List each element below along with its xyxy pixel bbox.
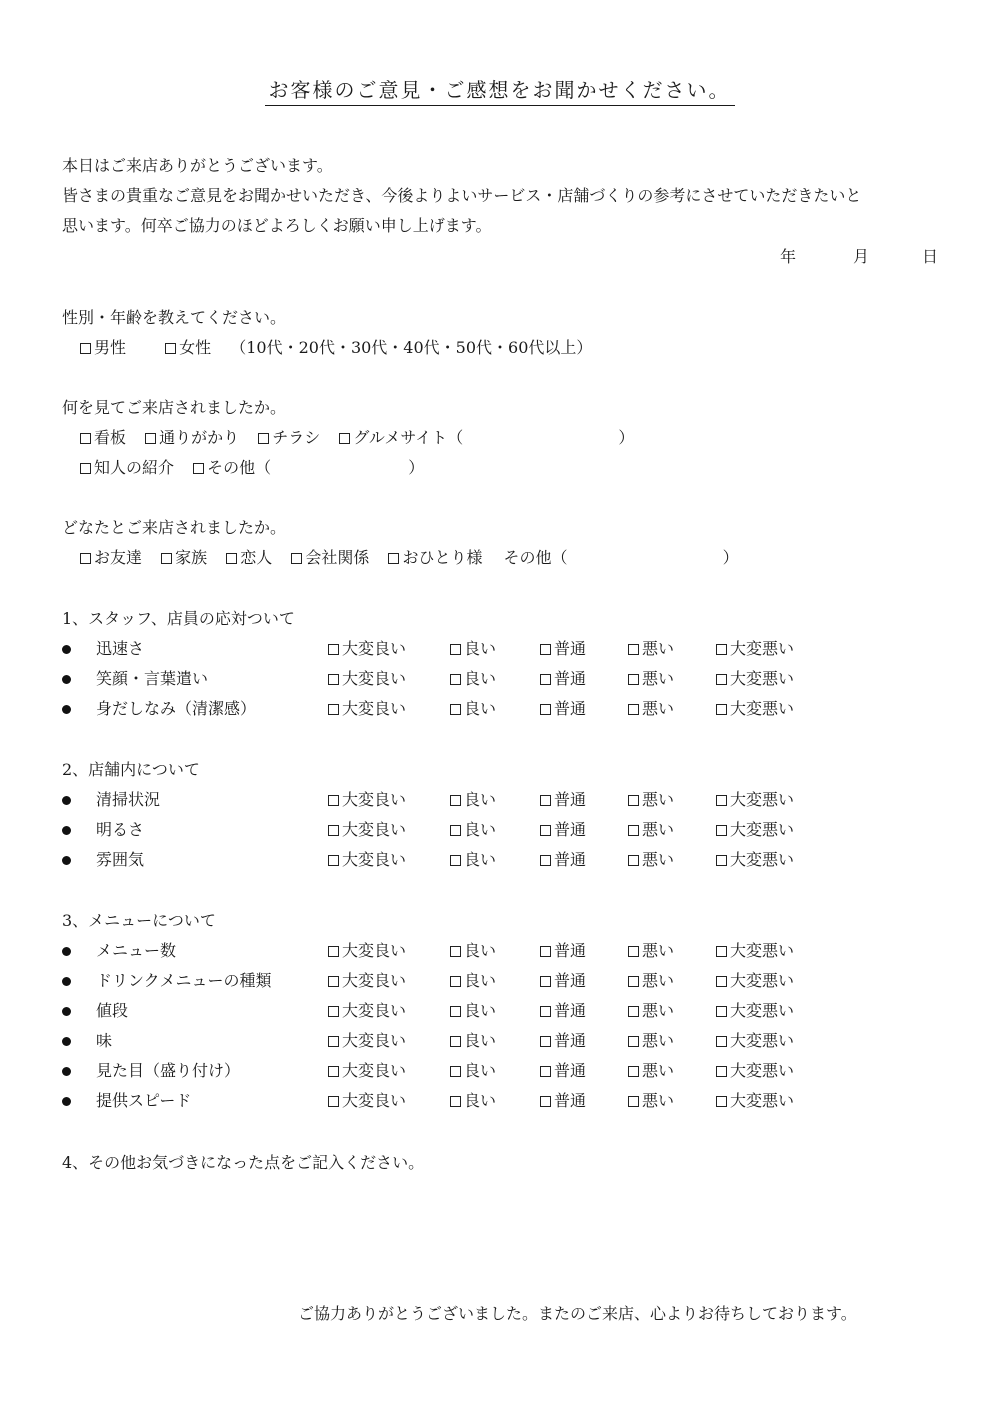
checkbox[interactable] [450, 1006, 461, 1017]
rating-option[interactable]: 普通 [540, 973, 586, 989]
rating-option[interactable]: 大変良い [328, 1003, 406, 1019]
rating-option[interactable]: 良い [450, 1003, 496, 1019]
rating-item-label: 明るさ [96, 820, 145, 839]
checkbox[interactable] [450, 946, 461, 957]
rating-option[interactable]: 悪い [628, 701, 674, 717]
checkbox[interactable] [716, 946, 727, 957]
rating-option[interactable]: 悪い [628, 792, 674, 808]
option-friend[interactable]: お友達 [80, 550, 142, 566]
rating-option[interactable]: 良い [450, 641, 496, 657]
rating-option[interactable]: 大変良い [328, 1063, 406, 1079]
checkbox[interactable] [628, 946, 639, 957]
checkbox[interactable] [628, 1096, 639, 1107]
checkbox[interactable] [328, 1066, 339, 1077]
rating-option[interactable]: 悪い [628, 822, 674, 838]
rating-option[interactable]: 大変良い [328, 943, 406, 959]
checkbox[interactable] [328, 674, 339, 685]
rating-option[interactable]: 大変良い [328, 792, 406, 808]
checkbox[interactable] [540, 674, 551, 685]
checkbox[interactable] [628, 1006, 639, 1017]
section-heading-staff: 1、スタッフ、店員の応対ついて [62, 609, 295, 628]
rating-option[interactable]: 悪い [628, 943, 674, 959]
rating-option[interactable]: 悪い [628, 1033, 674, 1049]
rating-option[interactable]: 悪い [628, 1063, 674, 1079]
rating-option[interactable]: 悪い [628, 852, 674, 868]
checkbox[interactable] [226, 553, 237, 564]
option-partner[interactable]: 恋人 [226, 550, 272, 566]
rating-option[interactable]: 悪い [628, 671, 674, 687]
checkbox[interactable] [716, 704, 727, 715]
closing-message: ご協力ありがとうございました。またのご来店、心よりお待ちしております。 [298, 1304, 857, 1323]
bullet-icon [62, 826, 71, 835]
source-other-close-paren: ） [408, 458, 425, 477]
checkbox[interactable] [80, 463, 91, 474]
rating-option[interactable]: 良い [450, 1033, 496, 1049]
rating-option[interactable]: 大変良い [328, 1033, 406, 1049]
rating-option[interactable]: 良い [450, 852, 496, 868]
rating-option[interactable]: 普通 [540, 1033, 586, 1049]
bullet-icon [62, 1067, 71, 1076]
checkbox[interactable] [628, 825, 639, 836]
checkbox[interactable] [388, 553, 399, 564]
source-options-row-1 [80, 430, 634, 446]
rating-option[interactable]: 良い [450, 792, 496, 808]
date-year-label: 年 [780, 247, 797, 266]
checkbox[interactable] [339, 433, 350, 444]
rating-option[interactable]: 普通 [540, 852, 586, 868]
age-options[interactable]: （10代・20代・30代・40代・50代・60代以上） [230, 338, 593, 357]
checkbox[interactable] [450, 855, 461, 866]
option-female[interactable]: 女性 [165, 340, 211, 356]
date-month-label: 月 [853, 247, 870, 266]
checkbox[interactable] [450, 674, 461, 685]
checkbox[interactable] [328, 855, 339, 866]
checkbox[interactable] [628, 674, 639, 685]
checkbox[interactable] [450, 1036, 461, 1047]
checkbox[interactable] [80, 343, 91, 354]
rating-item-label: 見た目（盛り付け） [96, 1061, 241, 1080]
checkbox[interactable] [540, 855, 551, 866]
checkbox[interactable] [540, 976, 551, 987]
bullet-icon [62, 977, 71, 986]
rating-option[interactable]: 普通 [540, 671, 586, 687]
rating-option[interactable]: 良い [450, 1093, 496, 1109]
checkbox[interactable] [628, 1036, 639, 1047]
bullet-icon [62, 947, 71, 956]
checkbox[interactable] [716, 1036, 727, 1047]
rating-item-label: 味 [96, 1031, 113, 1050]
section-heading-store: 2、店舗内について [62, 760, 200, 779]
checkbox[interactable] [328, 704, 339, 715]
checkbox[interactable] [716, 976, 727, 987]
checkbox[interactable] [716, 825, 727, 836]
checkbox[interactable] [628, 704, 639, 715]
checkbox[interactable] [328, 644, 339, 655]
rating-item-label: 迅速さ [96, 639, 145, 658]
question-source: 何を見てご来店されましたか。 [62, 398, 287, 417]
companion-other-close-paren: ） [722, 548, 739, 567]
rating-option[interactable]: 大変悪い [716, 641, 794, 657]
checkbox[interactable] [716, 1006, 727, 1017]
option-acquaintance[interactable]: 知人の紹介 [80, 460, 174, 476]
option-work[interactable]: 会社関係 [291, 550, 369, 566]
question-companion: どなたとご来店されましたか。 [62, 518, 287, 537]
rating-option[interactable]: 大変悪い [716, 973, 794, 989]
rating-option[interactable]: 大変良い [328, 852, 406, 868]
rating-item-label: 提供スピード [96, 1091, 192, 1110]
rating-item-label: 身だしなみ（清潔感） [96, 699, 257, 718]
bullet-icon [62, 675, 71, 684]
rating-option[interactable]: 大変悪い [716, 1033, 794, 1049]
rating-option[interactable]: 良い [450, 943, 496, 959]
rating-option[interactable]: 大変悪い [716, 1093, 794, 1109]
checkbox[interactable] [716, 855, 727, 866]
option-companion-other[interactable]: その他（ [503, 548, 568, 567]
checkbox[interactable] [716, 674, 727, 685]
checkbox[interactable] [628, 855, 639, 866]
option-gourmet-site[interactable]: グルメサイト（ [339, 430, 463, 446]
intro-line-2: 皆さまの貴重なご意見をお聞かせいただき、今後よりよいサービス・店舗づくりの参考にさせていただきたいと [62, 186, 862, 205]
question-gender-age: 性別・年齢を教えてください。 [62, 308, 287, 327]
checkbox[interactable] [165, 343, 176, 354]
rating-item-label: 清掃状況 [96, 790, 161, 809]
rating-option[interactable]: 大変悪い [716, 1063, 794, 1079]
checkbox[interactable] [540, 1006, 551, 1017]
checkbox[interactable] [450, 1066, 461, 1077]
checkbox[interactable] [328, 1006, 339, 1017]
companion-options [80, 550, 739, 566]
option-family[interactable]: 家族 [161, 550, 207, 566]
rating-option[interactable]: 良い [450, 1063, 496, 1079]
checkbox[interactable] [193, 463, 204, 474]
rating-option[interactable]: 普通 [540, 943, 586, 959]
checkbox[interactable] [540, 825, 551, 836]
checkbox[interactable] [628, 644, 639, 655]
checkbox[interactable] [80, 553, 91, 564]
rating-option[interactable]: 大変悪い [716, 943, 794, 959]
source-options-row-2 [80, 460, 424, 476]
bullet-icon [62, 1007, 71, 1016]
rating-option[interactable]: 大変良い [328, 1093, 406, 1109]
checkbox[interactable] [450, 1096, 461, 1107]
rating-option[interactable]: 悪い [628, 1003, 674, 1019]
bullet-icon [62, 796, 71, 805]
rating-option[interactable]: 良い [450, 701, 496, 717]
checkbox[interactable] [450, 825, 461, 836]
checkbox[interactable] [540, 704, 551, 715]
checkbox[interactable] [716, 644, 727, 655]
rating-item-label: 笑顔・言葉遣い [96, 669, 209, 688]
rating-option[interactable]: 大変良い [328, 671, 406, 687]
rating-item-label: メニュー数 [96, 941, 177, 960]
checkbox[interactable] [328, 1036, 339, 1047]
option-flyer[interactable]: チラシ [258, 430, 320, 446]
rating-option[interactable]: 大変良い [328, 701, 406, 717]
checkbox[interactable] [716, 795, 727, 806]
checkbox[interactable] [161, 553, 172, 564]
bullet-icon [62, 645, 71, 654]
rating-option[interactable]: 大変悪い [716, 792, 794, 808]
section-heading-menu: 3、メニューについて [62, 911, 216, 930]
rating-option[interactable]: 大変良い [328, 973, 406, 989]
checkbox[interactable] [540, 1066, 551, 1077]
checkbox[interactable] [450, 795, 461, 806]
checkbox[interactable] [628, 1066, 639, 1077]
option-male[interactable]: 男性 [80, 340, 126, 356]
checkbox[interactable] [540, 1036, 551, 1047]
checkbox[interactable] [628, 795, 639, 806]
checkbox[interactable] [540, 795, 551, 806]
question-other-comments: 4、その他お気づきになった点をご記入ください。 [62, 1153, 425, 1172]
rating-item-label: 値段 [96, 1001, 129, 1020]
rating-item-label: ドリンクメニューの種類 [96, 971, 272, 990]
checkbox[interactable] [716, 1096, 727, 1107]
rating-option[interactable]: 大変悪い [716, 1003, 794, 1019]
checkbox[interactable] [450, 704, 461, 715]
rating-item-label: 雰囲気 [96, 850, 145, 869]
checkbox[interactable] [450, 976, 461, 987]
option-signboard[interactable]: 看板 [80, 430, 126, 446]
bullet-icon [62, 705, 71, 714]
checkbox[interactable] [540, 1096, 551, 1107]
checkbox[interactable] [328, 976, 339, 987]
rating-option[interactable]: 悪い [628, 1093, 674, 1109]
rating-option[interactable]: 普通 [540, 1063, 586, 1079]
intro-line-3: 思います。何卒ご協力のほどよろしくお願い申し上げます。 [62, 216, 492, 235]
rating-option[interactable]: 大変悪い [716, 852, 794, 868]
rating-option[interactable]: 大変悪い [716, 671, 794, 687]
gourmet-site-close-paren: ） [618, 428, 635, 447]
option-passing-by[interactable]: 通りがかり [145, 430, 239, 446]
checkbox[interactable] [328, 1096, 339, 1107]
gender-age-options [80, 340, 592, 356]
rating-option[interactable]: 普通 [540, 1093, 586, 1109]
rating-option[interactable]: 大変良い [328, 641, 406, 657]
checkbox[interactable] [328, 795, 339, 806]
checkbox[interactable] [145, 433, 156, 444]
page-title: お客様のご意見・ご感想をお聞かせください。 [0, 80, 999, 106]
rating-option[interactable]: 普通 [540, 701, 586, 717]
intro-line-1: 本日はご来店ありがとうございます。 [62, 156, 333, 175]
checkbox[interactable] [628, 976, 639, 987]
rating-option[interactable]: 良い [450, 822, 496, 838]
option-source-other[interactable]: その他（ [193, 460, 271, 476]
rating-option[interactable]: 悪い [628, 641, 674, 657]
checkbox[interactable] [80, 433, 91, 444]
checkbox[interactable] [716, 1066, 727, 1077]
checkbox[interactable] [540, 644, 551, 655]
rating-option[interactable]: 良い [450, 973, 496, 989]
date-day-label: 日 [922, 247, 939, 266]
rating-option[interactable]: 大変悪い [716, 822, 794, 838]
rating-option[interactable]: 普通 [540, 641, 586, 657]
checkbox[interactable] [258, 433, 269, 444]
rating-option[interactable]: 普通 [540, 1003, 586, 1019]
rating-option[interactable]: 普通 [540, 822, 586, 838]
checkbox[interactable] [291, 553, 302, 564]
bullet-icon [62, 1097, 71, 1106]
bullet-icon [62, 856, 71, 865]
checkbox[interactable] [328, 825, 339, 836]
rating-option[interactable]: 大変悪い [716, 701, 794, 717]
checkbox[interactable] [328, 946, 339, 957]
rating-option[interactable]: 悪い [628, 973, 674, 989]
checkbox[interactable] [540, 946, 551, 957]
rating-option[interactable]: 大変良い [328, 822, 406, 838]
bullet-icon [62, 1037, 71, 1046]
option-alone[interactable]: おひとり様 [388, 550, 482, 566]
checkbox[interactable] [450, 644, 461, 655]
rating-option[interactable]: 良い [450, 671, 496, 687]
rating-option[interactable]: 普通 [540, 792, 586, 808]
